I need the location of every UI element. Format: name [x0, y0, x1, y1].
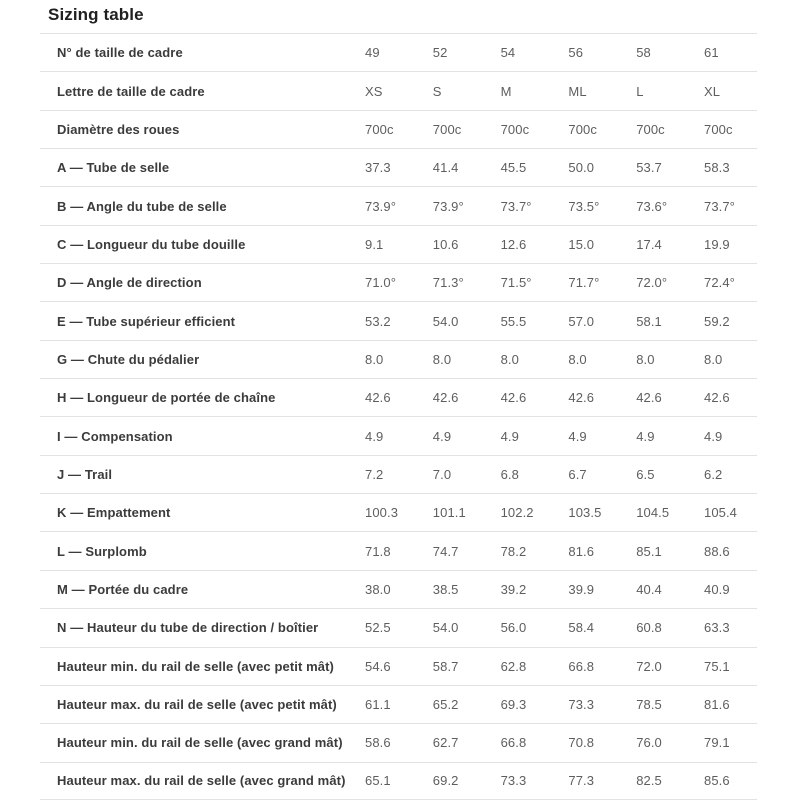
row-value: 69.2	[432, 773, 459, 789]
row-value: 38.5	[432, 581, 459, 597]
row-value: 62.7	[432, 735, 459, 751]
row-value: 76.0	[636, 735, 662, 751]
page-title: Sizing table	[48, 5, 144, 24]
row-value: 700c	[432, 121, 462, 137]
table-row	[40, 71, 757, 109]
row-label: Hauteur max. du rail de selle (avec petit mât)	[57, 697, 337, 713]
row-value: 65.1	[365, 773, 391, 789]
row-value: 104.5	[636, 505, 670, 521]
row-label: L — Surplomb	[57, 543, 147, 559]
row-value: 79.1	[703, 735, 730, 751]
row-value: 100.3	[365, 505, 399, 521]
row-value: 66.8	[568, 658, 595, 674]
row-value: 54.6	[365, 658, 391, 674]
row-value: 39.9	[568, 581, 595, 597]
row-value: 8.0	[636, 351, 655, 367]
row-value: 73.7°	[703, 198, 735, 214]
row-value: 57.0	[568, 313, 595, 329]
row-value: ML	[568, 83, 587, 99]
row-value: 69.3	[500, 697, 527, 713]
row-value: 700c	[500, 121, 530, 137]
row-value: 75.1	[703, 658, 730, 674]
row-value: 6.5	[636, 466, 655, 482]
row-value: 56	[568, 45, 584, 61]
row-value: 65.2	[432, 697, 459, 713]
row-value: 10.6	[432, 236, 459, 252]
row-value: M	[500, 83, 512, 99]
row-value: 9.1	[365, 236, 384, 252]
row-value: 73.9°	[365, 198, 397, 214]
row-value: 4.9	[636, 428, 655, 444]
table-row	[40, 416, 757, 454]
table-row	[40, 378, 757, 416]
row-label: D — Angle de direction	[57, 275, 202, 291]
row-value: 8.0	[432, 351, 452, 367]
row-value: 19.9	[703, 236, 730, 252]
row-value: 52	[432, 45, 448, 61]
row-value: 700c	[365, 121, 394, 137]
row-value: 78.5	[636, 697, 662, 713]
row-label: B — Angle du tube de selle	[57, 198, 227, 214]
row-label: Hauteur max. du rail de selle (avec grand mât)	[57, 773, 346, 789]
row-value: 60.8	[636, 620, 662, 636]
row-value: 6.2	[703, 466, 723, 482]
row-value: 8.0	[568, 351, 587, 367]
table-row	[40, 685, 757, 723]
row-value: 42.6	[703, 390, 730, 406]
row-value: 42.6	[500, 390, 527, 406]
table-row	[40, 225, 757, 263]
row-value: 103.5	[568, 505, 602, 521]
table-row	[40, 148, 757, 186]
row-value: 39.2	[500, 581, 527, 597]
row-value: 77.3	[568, 773, 595, 789]
row-value: 700c	[568, 121, 597, 137]
row-value: 7.0	[432, 466, 452, 482]
row-value: 15.0	[568, 236, 595, 252]
row-value: 4.9	[365, 428, 384, 444]
row-value: 88.6	[703, 543, 730, 559]
row-label: C — Longueur du tube douille	[57, 236, 246, 252]
table-row	[40, 570, 757, 608]
row-value: 58.1	[636, 313, 662, 329]
row-value: 102.2	[500, 505, 534, 521]
row-value: 72.4°	[703, 275, 735, 291]
row-value: 40.4	[636, 581, 662, 597]
row-label: H — Longueur de portée de chaîne	[57, 390, 276, 406]
row-value: 61.1	[365, 697, 391, 713]
row-label: J — Trail	[57, 466, 113, 482]
row-value: 71.5°	[500, 275, 532, 291]
row-value: S	[432, 83, 442, 99]
row-label: I — Compensation	[57, 428, 173, 444]
row-label: M — Portée du cadre	[57, 581, 189, 597]
row-value: 72.0°	[636, 275, 668, 291]
row-value: 73.7°	[500, 198, 532, 214]
row-value: XS	[365, 83, 383, 99]
row-value: 8.0	[500, 351, 519, 367]
row-value: 6.7	[568, 466, 587, 482]
row-value: 38.0	[365, 581, 391, 597]
row-value: 85.1	[636, 543, 662, 559]
row-value: 4.9	[568, 428, 587, 444]
table-row	[40, 531, 757, 569]
table-row	[40, 186, 757, 224]
row-value: 81.6	[703, 697, 730, 713]
row-value: 73.9°	[432, 198, 464, 214]
row-value: 58.4	[568, 620, 595, 636]
row-value: 4.9	[703, 428, 723, 444]
table-row	[40, 647, 757, 685]
row-label: Hauteur min. du rail de selle (avec grand mât)	[57, 735, 343, 751]
row-value: 54.0	[432, 620, 459, 636]
row-value: 63.3	[703, 620, 730, 636]
row-value: 12.6	[500, 236, 527, 252]
row-value: XL	[703, 83, 721, 99]
row-value: 73.3	[500, 773, 527, 789]
row-value: 8.0	[703, 351, 723, 367]
row-label: Hauteur min. du rail de selle (avec petit mât)	[57, 658, 334, 674]
row-value: L	[636, 83, 644, 99]
row-value: 73.3	[568, 697, 595, 713]
row-value: 54.0	[432, 313, 459, 329]
row-value: 58.3	[703, 160, 730, 176]
row-value: 8.0	[365, 351, 384, 367]
row-value: 105.4	[703, 505, 738, 521]
row-label: K — Empattement	[57, 505, 171, 521]
row-value: 41.4	[432, 160, 459, 176]
row-value: 73.6°	[636, 198, 668, 214]
row-value: 56.0	[500, 620, 527, 636]
row-value: 42.6	[568, 390, 595, 406]
row-value: 71.3°	[432, 275, 464, 291]
row-value: 62.8	[500, 658, 527, 674]
row-value: 700c	[703, 121, 733, 137]
row-value: 59.2	[703, 313, 730, 329]
row-value: 72.0	[636, 658, 662, 674]
row-value: 58.6	[365, 735, 391, 751]
row-label: G — Chute du pédalier	[57, 351, 200, 367]
row-value: 6.8	[500, 466, 519, 482]
row-value: 49	[365, 45, 380, 61]
row-value: 70.8	[568, 735, 595, 751]
row-label: Lettre de taille de cadre	[57, 83, 205, 99]
row-value: 58	[636, 45, 651, 61]
table-row	[40, 263, 757, 301]
row-value: 81.6	[568, 543, 595, 559]
table-row	[40, 723, 757, 761]
row-label: E — Tube supérieur efficient	[57, 313, 236, 329]
row-value: 82.5	[636, 773, 662, 789]
row-label: N — Hauteur du tube de direction / boîtier	[57, 620, 319, 636]
row-value: 40.9	[703, 581, 730, 597]
row-value: 85.6	[703, 773, 730, 789]
table-row	[40, 762, 757, 800]
row-value: 53.2	[365, 313, 391, 329]
row-value: 45.5	[500, 160, 527, 176]
row-value: 4.9	[432, 428, 452, 444]
row-value: 71.7°	[568, 275, 600, 291]
row-value: 58.7	[432, 658, 459, 674]
row-value: 74.7	[432, 543, 459, 559]
table-row	[40, 301, 757, 339]
table-row	[40, 340, 757, 378]
row-value: 78.2	[500, 543, 527, 559]
row-label: Diamètre des roues	[57, 121, 180, 137]
table-row	[40, 110, 757, 148]
row-value: 54	[500, 45, 516, 61]
row-value: 55.5	[500, 313, 527, 329]
table-row	[40, 33, 757, 71]
row-value: 71.8	[365, 543, 391, 559]
row-value: 17.4	[636, 236, 662, 252]
row-value: 50.0	[568, 160, 595, 176]
table-row	[40, 455, 757, 493]
row-value: 4.9	[500, 428, 519, 444]
row-value: 66.8	[500, 735, 527, 751]
row-value: 73.5°	[568, 198, 600, 214]
table-row	[40, 608, 757, 646]
row-value: 42.6	[636, 390, 662, 406]
row-value: 700c	[636, 121, 665, 137]
row-value: 61	[703, 45, 719, 61]
row-value: 52.5	[365, 620, 391, 636]
row-value: 53.7	[636, 160, 662, 176]
row-label: A — Tube de selle	[57, 160, 170, 176]
sizing-table	[40, 33, 757, 800]
row-label: N° de taille de cadre	[57, 45, 183, 61]
row-value: 71.0°	[365, 275, 397, 291]
table-row	[40, 493, 757, 531]
row-value: 42.6	[432, 390, 459, 406]
row-value: 37.3	[365, 160, 391, 176]
row-value: 101.1	[432, 505, 466, 521]
row-value: 7.2	[365, 466, 384, 482]
row-value: 42.6	[365, 390, 391, 406]
